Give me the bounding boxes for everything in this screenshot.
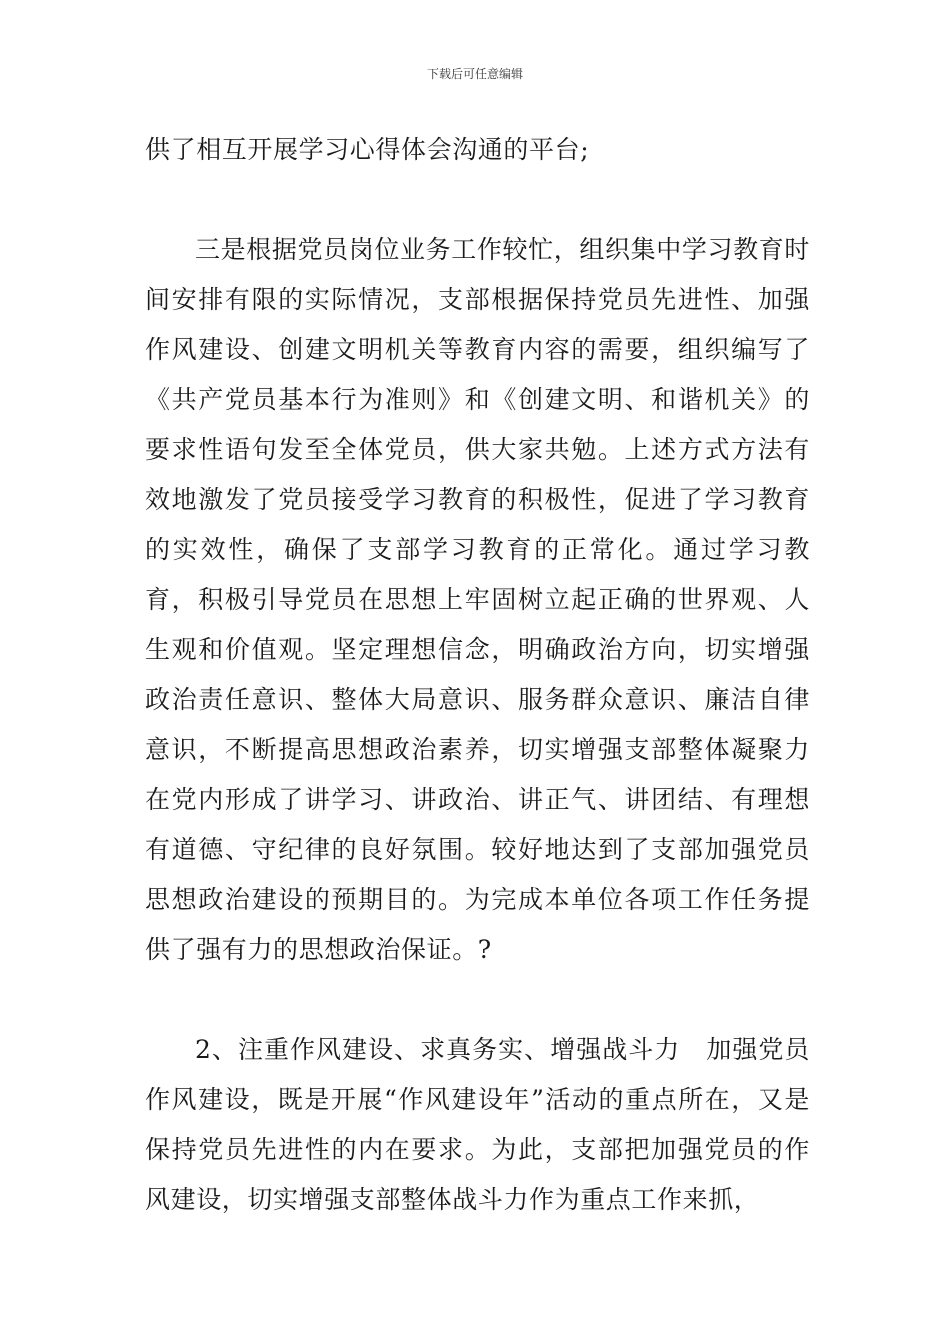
paragraph-3: 2、注重作风建设、求真务实、增强战斗力 加强党员作风建设，既是开展“作风建设年”活动的重点所在，又是保持党员先进性的内在要求。为此，支部把加强党员的作风建设，切实增强支部整体战斗力作为重点工作来抓， — [145, 1035, 810, 1214]
page-header: 下载后可任意编辑 — [426, 67, 523, 81]
document-body — [145, 125, 810, 1225]
paragraph-gap — [145, 975, 810, 1025]
paragraph-gap — [145, 175, 810, 225]
paragraph-1: 供了相互开展学习心得体会沟通的平台; — [145, 135, 590, 164]
paragraph-2: 三是根据党员岗位业务工作较忙，组织集中学习教育时间安排有限的实际情况，支部根据保持党员先进性、加强作风建设、创建文明机关等教育内容的需要，组织编写了《共产党员基本行为准则》和《创建文明、和谐机关》的要求性语句发至全体党员，供大家共勉。上述方式方法有效地激发了党员接受学习教育的积极性，促进了学习教育的实效性，确保了支部学习教育的正常化。通过学习教育，积极引导党员在思想上牢固树立起正确的世界观、人生观和价值观。坚定理想信念，明确政治方向，切实增强政治责任意识、整体大局意识、服务群众意识、廉洁自律意识，不断提高思想政治素养，切实增强支部整体凝聚力在党内形成了讲学习、讲政治、讲正气、讲团结、有理想有道德、守纪律的良好氛围。较好地达到了支部加强党员思想政治建设的预期目的。为完成本单位各项工作任务提供了强有力的思想政治保证。? — [145, 235, 810, 964]
